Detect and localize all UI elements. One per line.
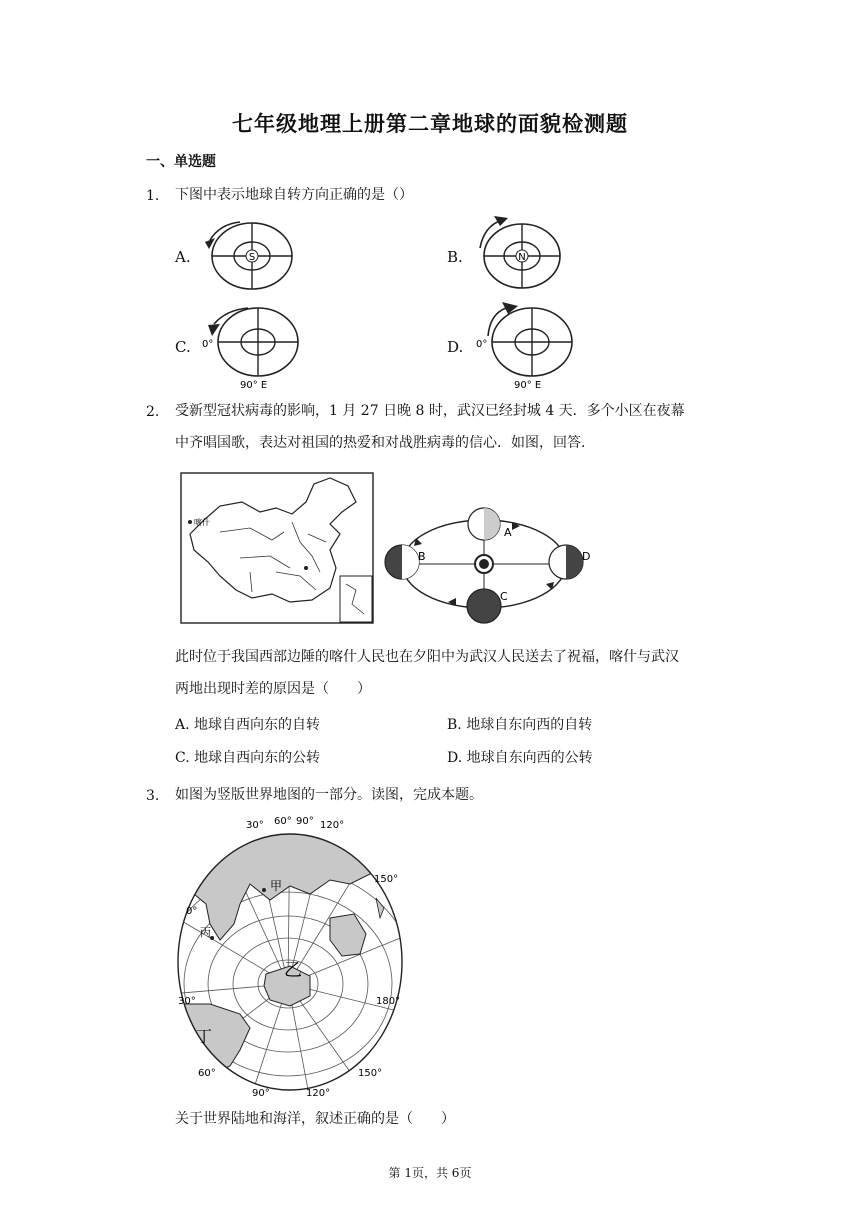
q2-option-c <box>175 748 320 768</box>
q1-option-c-label: C. <box>175 338 191 356</box>
world-map-label-30-left: 30° <box>178 996 196 1007</box>
kashgar-label: 喀什 <box>194 518 210 527</box>
question-2-line-2: 中齐唱国歌，表达对祖国的热爱和对战胜病毒的信心．如图，回答． <box>175 435 595 451</box>
q1-option-b-pole-label: N <box>518 252 526 263</box>
section-heading: 一、单选题 <box>146 154 216 170</box>
world-map-label-120-bottom: 120° <box>306 1088 331 1099</box>
world-map-label-150-bottom: 150° <box>358 1068 383 1079</box>
world-map-label-0-left: 0° <box>186 906 198 917</box>
q2-option-b-text: 地球自东向西的自转 <box>466 717 593 733</box>
q2-option-a <box>175 715 320 735</box>
q2-option-a-text: 地球自西向东的自转 <box>194 717 321 733</box>
q1-option-b-label: B. <box>447 248 463 266</box>
world-map-label-yi: 乙 <box>284 960 302 981</box>
q1-option-d-label: D. <box>447 338 464 356</box>
orbit-label-a: A <box>504 526 512 539</box>
world-map-diagram <box>170 814 410 1100</box>
q2-option-b <box>447 715 592 735</box>
orbit-label-c: C <box>500 590 508 603</box>
q1-option-d-zero-label: 0° <box>476 339 488 350</box>
page-footer: 第 1页，共 6页 <box>388 1166 472 1180</box>
question-2-stem-line-1: 此时位于我国西部边陲的喀什人民也在夕阳中为武汉人民送去了祝福，喀什与武汉 <box>175 649 679 665</box>
question-1-number: 1. <box>146 188 160 204</box>
world-map-label-180-right: 180° <box>376 996 401 1007</box>
world-map-label-bing: 丙 <box>200 926 211 939</box>
earth-orbit-diagram <box>374 492 604 634</box>
q2-option-a-label: A. <box>175 717 190 733</box>
q1-option-d-90e-label: 90° E <box>514 380 542 391</box>
q1-option-a-pole-label: S <box>248 252 256 263</box>
question-1-text: 下图中表示地球自转方向正确的是（） <box>175 187 413 203</box>
world-map-label-120-top: 120° <box>320 820 345 831</box>
page-title: 七年级地理上册第二章地球的面貌检测题 <box>232 112 628 136</box>
question-3-text: 如图为竖版世界地图的一部分。读图，完成本题。 <box>175 787 483 803</box>
q2-option-d-label: D. <box>447 750 463 766</box>
world-map-label-30-top: 30° <box>246 820 264 831</box>
q1-option-c-globe-diagram <box>198 302 304 394</box>
q1-option-d-globe-diagram <box>472 302 578 394</box>
q2-option-b-label: B. <box>447 717 462 733</box>
world-map-label-150-right: 150° <box>374 874 399 885</box>
q2-option-c-label: C. <box>175 750 190 766</box>
question-2-line-1: 受新型冠状病毒的影响，1 月 27 日晚 8 时，武汉已经封城 4 天．多个小区在夜幕 <box>175 403 685 419</box>
q2-option-d-text: 地球自东向西的公转 <box>466 750 593 766</box>
q1-option-c-90e-label: 90° E <box>240 380 268 391</box>
world-map-label-90-top: 90° <box>296 816 314 827</box>
world-map-label-60-bottom: 60° <box>198 1068 216 1079</box>
orbit-label-b: B <box>418 550 426 563</box>
china-map-diagram <box>180 472 374 624</box>
world-map-label-ding: 丁 <box>196 1027 213 1046</box>
world-map-label-jia: 甲 <box>270 879 283 893</box>
q1-option-a-globe-diagram <box>200 218 300 298</box>
q1-option-c-zero-label: 0° <box>202 339 214 350</box>
world-map-label-90-bottom: 90° <box>252 1088 270 1099</box>
question-3-stem: 关于世界陆地和海洋，叙述正确的是（ ） <box>175 1111 455 1127</box>
q2-option-c-text: 地球自西向东的公转 <box>194 750 321 766</box>
orbit-label-d: D <box>582 550 591 563</box>
world-map-label-60-top: 60° <box>274 816 292 827</box>
q2-option-d <box>447 748 593 768</box>
question-3-number: 3. <box>146 788 160 804</box>
question-2-number: 2. <box>146 404 160 420</box>
question-2-stem-line-2: 两地出现时差的原因是（ ） <box>175 681 371 697</box>
q1-option-b-globe-diagram <box>472 214 572 298</box>
q1-option-a-label: A. <box>175 248 191 266</box>
